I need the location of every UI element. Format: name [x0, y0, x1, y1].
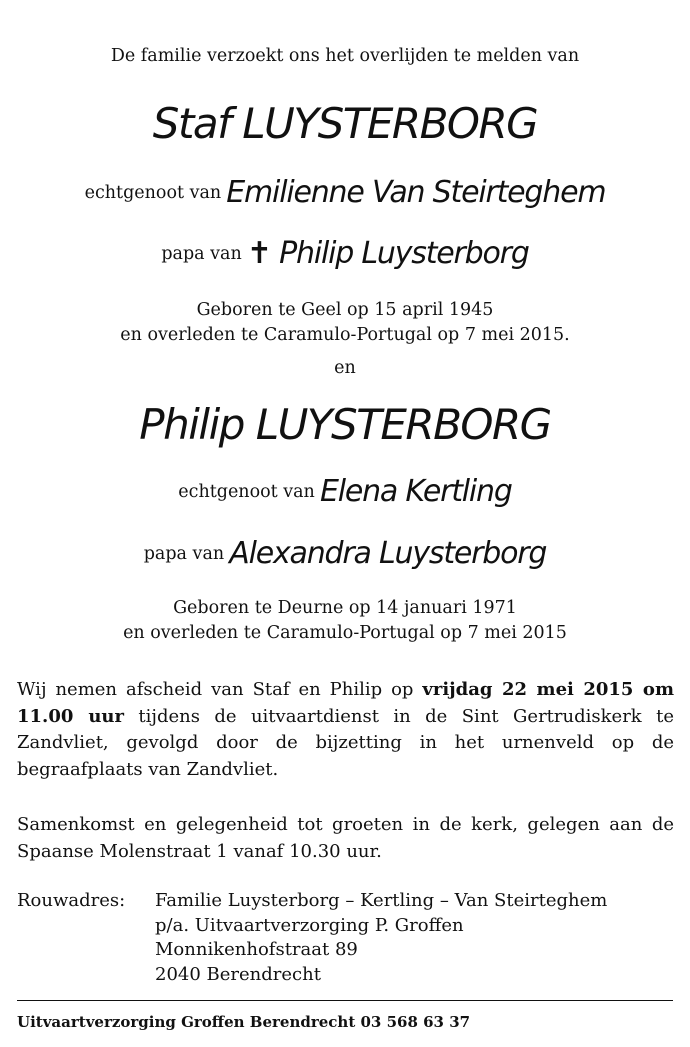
address-block: [155, 889, 607, 987]
person1-child-name: ✝ Philip Luysterborg: [246, 236, 529, 271]
person2-spouse-name: Elena Kertling: [319, 474, 512, 509]
intro-text: De familie verzoekt ons het overlijden te melden van: [110, 46, 580, 66]
address-line: Familie Luysterborg – Kertling – Van Steirteghem: [155, 890, 608, 911]
address-line: p/a. Uitvaartverzorging P. Groffen: [155, 914, 464, 936]
connector-text: en: [334, 358, 356, 378]
person1-name: Staf LUYSTERBORG: [152, 99, 538, 148]
person1-died: en overleden te Caramulo-Portugal op 7 mei 2015.: [120, 325, 570, 345]
person1-spouse-line: [0, 173, 690, 217]
person1-spouse-label: echtgenoot van: [84, 183, 222, 203]
farewell-text-2: tijdens de uitvaartdienst in de Sint Gertrudiskerk te Zandvliet, gevolgd door de bijzetting in het urnenveld op de begraafplaats van Zandvliet.: [17, 705, 674, 780]
gathering-paragraph: Samenkomst en gelegenheid tot groeten in de kerk, gelegen aan de Spaanse Molenstraat 1 vanaf 10.30 uur.: [17, 814, 674, 862]
footer-funeral-home: Uitvaartverzorging Groffen Berendrecht 03 568 63 37: [17, 1013, 471, 1031]
person2-child-name: Alexandra Luysterborg: [229, 536, 547, 571]
person2-child-line: [0, 534, 690, 578]
person2-spouse-line: [0, 472, 690, 516]
address-line: Monnikenhofstraat 89: [155, 939, 358, 960]
person2-born: Geboren te Deurne op 14 januari 1971: [173, 598, 517, 618]
person2-spouse-label: echtgenoot van: [178, 482, 315, 502]
farewell-date: vrijdag 22 mei 2015 om 11.00 uur: [17, 679, 674, 727]
person1-child-line: [0, 234, 690, 278]
farewell-paragraph: [17, 677, 674, 783]
footer-divider: [17, 1000, 673, 1001]
person1-born: Geboren te Geel op 15 april 1945: [196, 300, 494, 320]
person1-child-label: papa van: [161, 244, 242, 264]
person2-name: Philip LUYSTERBORG: [139, 400, 551, 449]
person2-child-label: papa van: [143, 544, 225, 564]
address-line: 2040 Berendrecht: [155, 963, 321, 985]
person1-spouse-name: Emilienne Van Steirteghem: [226, 175, 606, 210]
address-label: Rouwadres:: [17, 890, 126, 911]
farewell-text-1: Wij nemen afscheid van Staf en Philip op: [17, 679, 423, 700]
person2-died: en overleden te Caramulo-Portugal op 7 mei 2015: [123, 623, 567, 643]
